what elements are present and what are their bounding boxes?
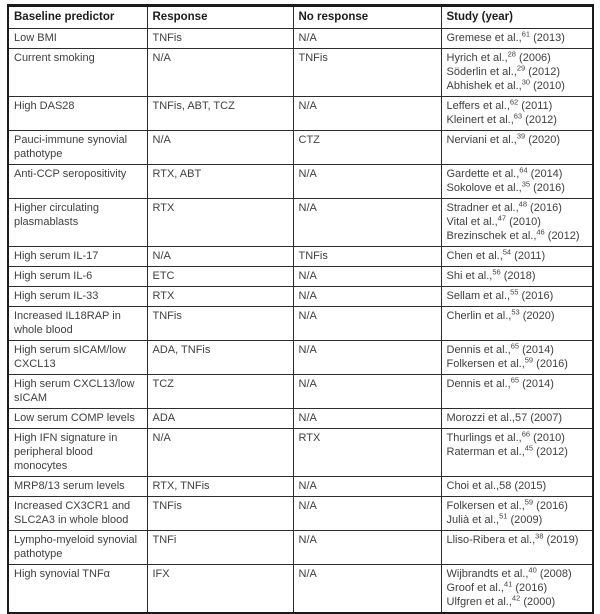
table-row: [8, 531, 593, 565]
table-row: [8, 287, 593, 307]
predictor-cell: High serum sICAM/low CXCL13: [8, 341, 147, 375]
response-cell: N/A: [147, 247, 293, 267]
reference-number: 53: [511, 307, 520, 317]
study-citation: Thurlings et al.,$^{66}$ (2010): [446, 429, 565, 444]
response-cell: ADA, TNFis: [147, 341, 293, 375]
predictor-cell: Increased IL18RAP in whole blood: [8, 307, 147, 341]
study-cell: [441, 429, 593, 477]
predictor-cell: High serum IL-33: [8, 287, 147, 307]
header-row: [8, 6, 593, 29]
table-row: [8, 49, 593, 97]
predictor-cell: High serum IL-6: [8, 267, 147, 287]
response-cell: TNFis: [147, 307, 293, 341]
table-row: [8, 267, 593, 287]
no-response-cell: N/A: [293, 97, 441, 131]
reference-number: 35: [521, 179, 531, 189]
study-cell: [441, 477, 593, 497]
study-cell: [441, 409, 593, 429]
table-row: [8, 429, 593, 477]
reference-number: 65: [510, 341, 520, 351]
study-citation: Dennis et al.,$^{65}$ (2014): [446, 375, 554, 390]
table-row: [8, 165, 593, 199]
reference-number: 39: [516, 131, 526, 141]
study-citation: Hyrich et al.,$^{28}$ (2006): [446, 49, 551, 64]
predictor-cell: Low serum COMP levels: [8, 409, 147, 429]
reference-number: 46: [536, 227, 545, 237]
table-row: [8, 307, 593, 341]
study-cell: [441, 97, 593, 131]
study-citation: Folkersen et al.,$^{59}$ (2016): [446, 497, 568, 512]
study-citation: Chen et al.,$^{54}$ (2011): [446, 247, 546, 262]
response-cell: TNFis, ABT, TCZ: [147, 97, 293, 131]
table-row: [8, 341, 593, 375]
table-row: [8, 247, 593, 267]
study-cell: [441, 341, 593, 375]
predictor-cell: Pauci-immune synovial pathotype: [8, 131, 147, 165]
no-response-cell: N/A: [293, 477, 441, 497]
study-citation: Abhishek et al.,$^{30}$ (2010): [446, 77, 565, 92]
no-response-cell: N/A: [293, 267, 441, 287]
column-header: No response: [293, 6, 441, 29]
column-header: Baseline predictor: [8, 6, 147, 29]
no-response-cell: N/A: [293, 199, 441, 247]
predictor-cell: Low BMI: [8, 29, 147, 49]
column-header: Response: [147, 6, 293, 29]
study-cell: [441, 29, 593, 49]
no-response-cell: N/A: [293, 287, 441, 307]
study-cell: [441, 49, 593, 97]
predictor-cell: Current smoking: [8, 49, 147, 97]
no-response-cell: N/A: [293, 565, 441, 614]
reference-number: 61: [521, 29, 531, 39]
study-citation: Julià et al.,$^{51}$ (2009): [446, 511, 543, 526]
table-row: [8, 477, 593, 497]
predictor-cell: High serum CXCL13/low sICAM: [8, 375, 147, 409]
study-cell: [441, 165, 593, 199]
study-cell: [441, 199, 593, 247]
table-body: [8, 29, 593, 614]
reference-number: 59: [524, 497, 534, 507]
reference-number: 59: [524, 355, 534, 365]
reference-number: 41: [503, 579, 513, 589]
response-cell: TCZ: [147, 375, 293, 409]
reference-number: 40: [528, 565, 537, 575]
predictors-table: [7, 4, 594, 614]
reference-number: 66: [521, 429, 531, 439]
response-cell: N/A: [147, 131, 293, 165]
reference-number: 29: [516, 63, 526, 73]
column-header: Study (year): [441, 6, 593, 29]
reference-number: 42: [511, 593, 521, 603]
reference-number: 28: [507, 49, 516, 59]
table-row: [8, 199, 593, 247]
predictor-cell: High synovial TNFα: [8, 565, 147, 614]
predictor-cell: High IFN signature in peripheral blood monocytes: [8, 429, 147, 477]
table-row: [8, 375, 593, 409]
study-citation: Groof et al.,$^{41}$ (2016): [446, 579, 548, 594]
study-citation: Raterman et al.,$^{45}$ (2012): [446, 443, 568, 458]
study-citation: Stradner et al.,$^{48}$ (2016): [446, 199, 562, 214]
table-row: [8, 497, 593, 531]
reference-number: 62: [509, 97, 519, 107]
response-cell: RTX, TNFis: [147, 477, 293, 497]
study-cell: [441, 497, 593, 531]
no-response-cell: TNFis: [293, 247, 441, 267]
table-row: [8, 29, 593, 49]
study-cell: [441, 267, 593, 287]
predictor-cell: High serum IL-17: [8, 247, 147, 267]
reference-number: 45: [524, 443, 534, 453]
response-cell: RTX, ABT: [147, 165, 293, 199]
study-citation: Nerviani et al.,$^{39}$ (2020): [446, 131, 561, 146]
study-citation: Shi et al.,$^{56}$ (2018): [446, 267, 536, 282]
study-citation: Kleinert et al.,$^{63}$ (2012): [446, 111, 557, 126]
no-response-cell: N/A: [293, 497, 441, 531]
study-citation: Sellam et al.,$^{55}$ (2016): [446, 287, 554, 302]
response-cell: TNFi: [147, 531, 293, 565]
predictor-cell: MRP8/13 serum levels: [8, 477, 147, 497]
no-response-cell: N/A: [293, 341, 441, 375]
study-cell: [441, 375, 593, 409]
no-response-cell: TNFis: [293, 49, 441, 97]
study-citation: Wijbrandts et al.,$^{40}$ (2008): [446, 565, 572, 580]
reference-number: 64: [519, 165, 528, 175]
no-response-cell: N/A: [293, 409, 441, 429]
table-row: [8, 131, 593, 165]
reference-number: 38: [535, 531, 544, 541]
reference-number: 30: [521, 77, 531, 87]
response-cell: RTX: [147, 287, 293, 307]
no-response-cell: N/A: [293, 375, 441, 409]
response-cell: IFX: [147, 565, 293, 614]
predictor-cell: Anti-CCP seropositivity: [8, 165, 147, 199]
reference-number: 54: [502, 247, 512, 257]
study-citation: Leffers et al.,$^{62}$ (2011): [446, 97, 553, 112]
reference-number: 65: [510, 375, 520, 385]
study-citation: Gremese et al.,$^{61}$ (2013): [446, 29, 565, 44]
study-citation: Gardette et al.,$^{64}$ (2014): [446, 165, 563, 180]
reference-number: 47: [497, 213, 507, 223]
no-response-cell: N/A: [293, 531, 441, 565]
study-citation: Söderlin et al.,$^{29}$ (2012): [446, 63, 561, 78]
response-cell: TNFis: [147, 497, 293, 531]
study-cell: [441, 247, 593, 267]
table-row: [8, 97, 593, 131]
predictor-cell: Lympho-myeloid synovial pathotype: [8, 531, 147, 565]
reference-number: 63: [513, 111, 523, 121]
predictor-cell: Higher circulating plasmablasts: [8, 199, 147, 247]
study-citation: Lliso-Ribera et al.,$^{38}$ (2019): [446, 531, 579, 546]
response-cell: ETC: [147, 267, 293, 287]
no-response-cell: RTX: [293, 429, 441, 477]
study-citation: Brezinschek et al.,$^{46}$ (2012): [446, 227, 580, 242]
no-response-cell: N/A: [293, 165, 441, 199]
study-citation: Choi et al.,58 (2015): [446, 480, 547, 492]
study-cell: [441, 531, 593, 565]
response-cell: ADA: [147, 409, 293, 429]
response-cell: RTX: [147, 199, 293, 247]
table-row: [8, 565, 593, 614]
no-response-cell: CTZ: [293, 131, 441, 165]
no-response-cell: N/A: [293, 29, 441, 49]
predictor-cell: High DAS28: [8, 97, 147, 131]
reference-number: 55: [510, 287, 519, 297]
reference-number: 56: [492, 267, 501, 277]
response-cell: N/A: [147, 429, 293, 477]
reference-number: 51: [499, 511, 508, 521]
study-citation: Folkersen et al.,$^{59}$ (2016): [446, 355, 568, 370]
study-citation: Dennis et al.,$^{65}$ (2014): [446, 341, 554, 356]
response-cell: N/A: [147, 49, 293, 97]
predictor-cell: Increased CX3CR1 and SLC2A3 in whole blood: [8, 497, 147, 531]
study-cell: [441, 565, 593, 614]
study-citation: Morozzi et al.,57 (2007): [446, 412, 563, 424]
response-cell: TNFis: [147, 29, 293, 49]
study-citation: Vital et al.,$^{47}$ (2010): [446, 213, 541, 228]
study-cell: [441, 287, 593, 307]
study-cell: [441, 131, 593, 165]
no-response-cell: N/A: [293, 307, 441, 341]
study-citation: Cherlin et al.,$^{53}$ (2020): [446, 307, 555, 322]
study-citation: Sokolove et al.,$^{35}$ (2016): [446, 179, 565, 194]
study-cell: [441, 307, 593, 341]
study-citation: Ulfgren et al.,$^{42}$ (2000): [446, 593, 556, 608]
table-row: [8, 409, 593, 429]
reference-number: 48: [518, 199, 527, 209]
